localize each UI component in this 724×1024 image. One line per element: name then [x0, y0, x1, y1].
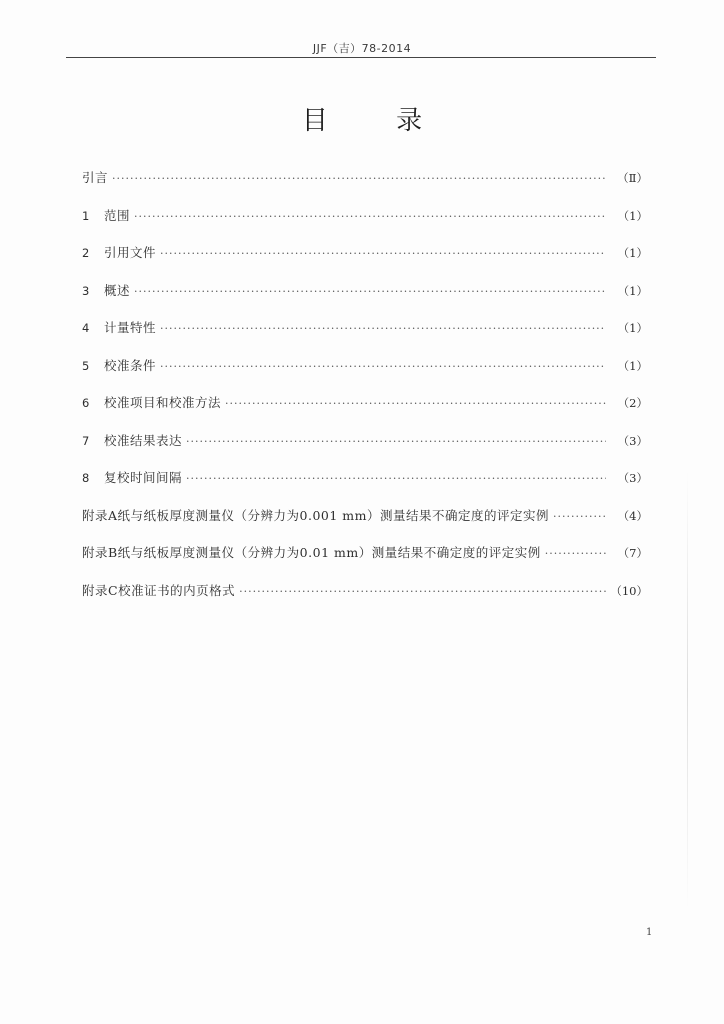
- page-number: 1: [646, 927, 653, 938]
- toc-entry-page: （4）: [617, 508, 648, 523]
- toc-entry-introduction[interactable]: [82, 168, 648, 206]
- toc-entry-page: （10）: [610, 583, 648, 598]
- toc-entry-4[interactable]: [82, 318, 648, 356]
- toc-entry-page: （1）: [617, 358, 648, 373]
- toc-entry-page: （3）: [617, 433, 648, 448]
- toc-entry-page: （3）: [617, 471, 648, 485]
- toc-entry-label: 校准项目和校准方法: [104, 395, 222, 410]
- toc-leader-dots: [545, 547, 606, 560]
- toc-entry-label: 引用文件: [104, 245, 157, 260]
- toc-entry-label: 附录B纸与纸板厚度测量仪（分辨力为0.01 mm）测量结果不确定度的评定实例: [82, 545, 541, 560]
- toc-entry-number: 3: [82, 283, 90, 298]
- toc-entry-5[interactable]: [82, 356, 648, 394]
- toc-leader-dots: [186, 435, 606, 448]
- header-divider: [66, 57, 656, 58]
- toc-leader-dots: [134, 285, 606, 298]
- toc-entry-page: （Ⅱ）: [617, 171, 648, 185]
- toc-entry-page: （1）: [617, 283, 648, 298]
- toc-entry-page: （1）: [617, 208, 648, 223]
- toc-entry-label: 附录A纸与纸板厚度测量仪（分辨力为0.001 mm）测量结果不确定度的评定实例: [82, 507, 549, 523]
- toc-entry-number: 6: [82, 396, 90, 410]
- table-of-contents: [82, 168, 648, 618]
- toc-leader-dots: [160, 247, 606, 260]
- toc-entry-appendix-c[interactable]: [82, 581, 648, 619]
- toc-entry-number: 2: [82, 246, 90, 260]
- toc-leader-dots: [553, 510, 606, 523]
- toc-entry-2[interactable]: [82, 243, 648, 281]
- toc-entry-8[interactable]: [82, 468, 648, 506]
- toc-entry-label: 范围: [104, 207, 131, 223]
- toc-entry-number: 5: [82, 358, 90, 373]
- toc-entry-page: （2）: [617, 396, 648, 410]
- toc-leader-dots: [112, 172, 606, 185]
- toc-leader-dots: [134, 210, 606, 223]
- toc-entry-label: 概述: [104, 282, 131, 298]
- toc-entry-label: 复校时间间隔: [104, 470, 183, 485]
- toc-entry-label: 附录C校准证书的内页格式: [82, 582, 236, 598]
- toc-leader-dots: [225, 397, 606, 410]
- standard-code-header: JJF（吉）78-2014: [312, 42, 412, 55]
- toc-title: 目 录: [301, 106, 453, 136]
- toc-entry-1[interactable]: [82, 206, 648, 244]
- page-edge-shadow: [687, 470, 688, 910]
- toc-entry-label: 校准结果表达: [104, 432, 183, 448]
- toc-leader-dots: [186, 472, 606, 485]
- toc-entry-label: 引言: [82, 170, 109, 185]
- toc-entry-page: （1）: [617, 246, 648, 260]
- toc-entry-page: （1）: [617, 321, 648, 335]
- toc-entry-label: 计量特性: [104, 320, 157, 335]
- toc-entry-number: 8: [82, 471, 90, 485]
- toc-entry-6[interactable]: [82, 393, 648, 431]
- toc-leader-dots: [160, 322, 606, 335]
- toc-entry-appendix-b[interactable]: [82, 543, 648, 581]
- toc-entry-appendix-a[interactable]: [82, 506, 648, 544]
- toc-entry-page: （7）: [617, 546, 648, 560]
- toc-entry-number: 4: [82, 321, 90, 335]
- toc-entry-number: 1: [82, 208, 90, 223]
- toc-entry-label: 校准条件: [104, 357, 157, 373]
- toc-entry-3[interactable]: [82, 281, 648, 319]
- toc-leader-dots: [160, 360, 606, 373]
- toc-entry-7[interactable]: [82, 431, 648, 469]
- toc-leader-dots: [239, 585, 606, 598]
- toc-entry-number: 7: [82, 433, 90, 448]
